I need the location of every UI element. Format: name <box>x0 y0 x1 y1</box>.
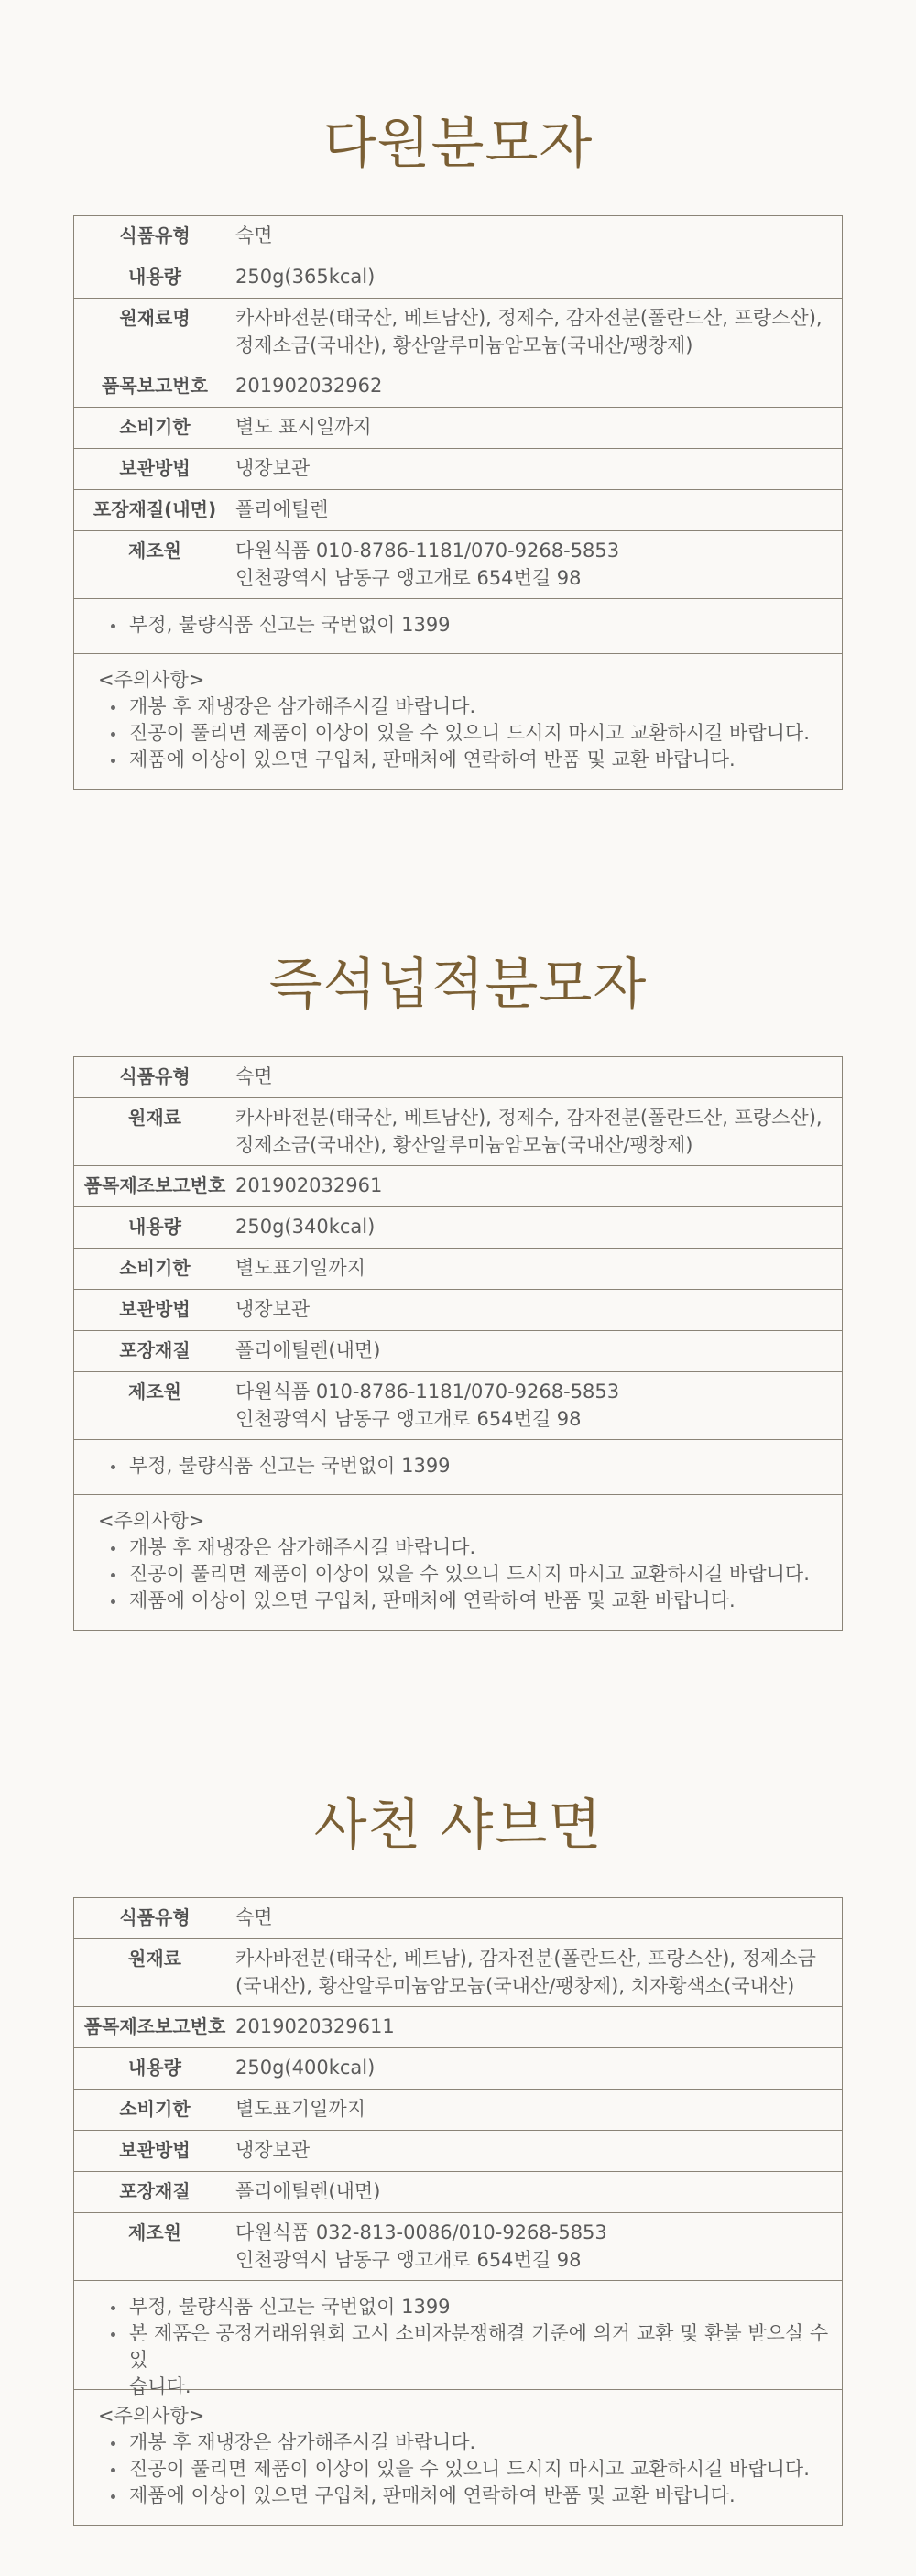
row-label: 제조원 <box>128 540 181 562</box>
caution-item: 제품에 이상이 있으면 구입처, 판매처에 연락하여 반품 및 교환 바랍니다. <box>94 747 842 773</box>
row-label: 식품유형 <box>119 1906 191 1929</box>
row-label: 식품유형 <box>119 1065 191 1088</box>
row-value <box>235 1939 816 2006</box>
row-value <box>235 1372 619 1439</box>
row-label: 품목보고번호 <box>102 375 208 398</box>
value-line: (국내산), 황산알루미늄암모늄(국내산/팽창제), 치자황색소(국내산) <box>235 1975 795 1998</box>
table-row <box>74 2172 842 2213</box>
table-row <box>74 2048 842 2090</box>
row-value: 폴리에틸렌 <box>235 498 329 521</box>
table-row <box>74 408 842 449</box>
table-row <box>74 2090 842 2131</box>
row-label: 원재료 <box>128 1948 181 1970</box>
product-section-sacheon-shabu-noodle <box>73 1757 843 2526</box>
row-value: 별도표기일까지 <box>235 1257 366 1280</box>
value-line: 다원식품 032-813-0086/010-9268-5853 <box>235 2221 607 2244</box>
notice-item: 부정, 불량식품 신고는 국번없이 1399 <box>94 1453 842 1479</box>
row-value: 별도표기일까지 <box>235 2098 366 2121</box>
caution-block <box>74 654 842 789</box>
row-label: 보관방법 <box>119 1298 191 1321</box>
caution-item: 진공이 풀리면 제품이 이상이 있을 수 있으니 드시지 마시고 교환하시길 바랍니다. <box>94 1561 842 1588</box>
notice-list <box>74 599 842 654</box>
table-row <box>74 1098 842 1166</box>
row-value: 250g(400kcal) <box>235 2057 376 2079</box>
row-value: 냉장보관 <box>235 457 311 480</box>
caution-item: 개봉 후 재냉장은 삼가해주시길 바랍니다. <box>94 2429 842 2456</box>
table-row <box>74 2007 842 2048</box>
caution-heading: <주의사항> <box>98 2405 205 2428</box>
row-label: 원재료명 <box>119 307 191 330</box>
value-line: 다원식품 010-8786-1181/070-9268-5853 <box>235 1381 620 1403</box>
value-line: 인천광역시 남동구 앵고개로 654번길 98 <box>235 567 582 590</box>
table-row <box>74 1372 842 1440</box>
row-label: 포장재질 <box>119 2180 191 2203</box>
row-label: 보관방법 <box>119 457 191 480</box>
notice-item: 부정, 불량식품 신고는 국번없이 1399 <box>94 2294 842 2320</box>
table-row <box>74 1207 842 1249</box>
table-row <box>74 2213 842 2281</box>
product-title: 사천 샤브면 <box>313 1794 603 1859</box>
product-section-jeukseok-neopjeok-bunmoja <box>73 916 843 1631</box>
row-label: 제조원 <box>128 1381 181 1403</box>
row-value: 냉장보관 <box>235 2139 311 2162</box>
notice-list <box>74 2281 842 2398</box>
notice-item: 부정, 불량식품 신고는 국번없이 1399 <box>94 612 842 639</box>
table-row <box>74 531 842 599</box>
caution-item: 개봉 후 재냉장은 삼가해주시길 바랍니다. <box>94 693 842 720</box>
product-section-dawon-bunmoja <box>73 75 843 790</box>
caution-block <box>74 1495 842 1630</box>
caution-item: 진공이 풀리면 제품이 이상이 있을 수 있으니 드시지 마시고 교환하시길 바랍니다. <box>94 2456 842 2483</box>
value-line: 정제소금(국내산), 황산알루미늄암모늄(국내산/팽창제) <box>235 1134 693 1157</box>
row-label: 품목제조보고번호 <box>83 2015 226 2038</box>
row-value: 폴리에틸렌(내면) <box>235 2180 381 2203</box>
caution-heading: <주의사항> <box>98 1510 205 1533</box>
table-row <box>74 257 842 299</box>
caution-heading: <주의사항> <box>98 669 205 692</box>
row-label: 식품유형 <box>119 224 191 247</box>
row-value <box>235 531 619 598</box>
row-value: 250g(365kcal) <box>235 266 376 289</box>
table-row <box>74 1331 842 1372</box>
table-row <box>74 1249 842 1290</box>
product-info-table <box>73 1897 843 2526</box>
row-value: 201902032962 <box>235 375 383 398</box>
row-value: 201902032961 <box>235 1174 383 1197</box>
caution-item: 제품에 이상이 있으면 구입처, 판매처에 연락하여 반품 및 교환 바랍니다. <box>94 1588 842 1614</box>
caution-block <box>74 2390 842 2525</box>
product-title: 즉석넙적분모자 <box>268 953 648 1018</box>
row-label: 포장재질(내면) <box>93 498 217 521</box>
caution-item: 진공이 풀리면 제품이 이상이 있을 수 있으니 드시지 마시고 교환하시길 바랍니다. <box>94 720 842 747</box>
row-value: 2019020329611 <box>235 2015 395 2038</box>
value-line: 다원식품 010-8786-1181/070-9268-5853 <box>235 540 620 562</box>
row-value <box>235 299 823 366</box>
table-row <box>74 299 842 366</box>
value-line: 정제소금(국내산), 황산알루미늄암모늄(국내산/팽창제) <box>235 334 693 357</box>
table-row <box>74 1290 842 1331</box>
caution-item: 개봉 후 재냉장은 삼가해주시길 바랍니다. <box>94 1534 842 1561</box>
row-label: 소비기한 <box>119 2098 191 2121</box>
table-row <box>74 2131 842 2172</box>
notice-list <box>74 1440 842 1495</box>
product-info-table <box>73 1056 843 1631</box>
row-value: 숙면 <box>235 224 273 247</box>
table-row <box>74 449 842 490</box>
notice-item: 본 제품은 공정거래위원회 고시 소비자분쟁해결 기준에 의거 교환 및 환불 받으실 수 있 <box>94 2320 842 2374</box>
row-value: 250g(340kcal) <box>235 1216 376 1239</box>
row-value: 숙면 <box>235 1906 273 1929</box>
row-label: 원재료 <box>128 1107 181 1130</box>
table-row <box>74 216 842 257</box>
value-line: 카사바전분(태국산, 베트남산), 정제수, 감자전분(폴란드산, 프랑스산), <box>235 307 823 330</box>
table-row <box>74 366 842 408</box>
notice-item-continuation: 습니다. <box>129 2375 191 2398</box>
value-line: 인천광역시 남동구 앵고개로 654번길 98 <box>235 2249 582 2272</box>
value-line: 카사바전분(태국산, 베트남), 감자전분(폴란드산, 프랑스산), 정제소금 <box>235 1948 816 1970</box>
row-value <box>235 2213 607 2280</box>
row-label: 내용량 <box>128 2057 181 2079</box>
row-label: 소비기한 <box>119 416 191 439</box>
product-title: 다원분모자 <box>322 112 594 177</box>
table-row <box>74 1898 842 1939</box>
row-value: 냉장보관 <box>235 1298 311 1321</box>
table-row <box>74 1166 842 1207</box>
row-label: 내용량 <box>128 1216 181 1239</box>
row-value: 폴리에틸렌(내면) <box>235 1339 381 1362</box>
row-value <box>235 1098 823 1165</box>
row-label: 내용량 <box>128 266 181 289</box>
table-row <box>74 490 842 531</box>
row-value: 별도 표시일까지 <box>235 416 372 439</box>
row-label: 포장재질 <box>119 1339 191 1362</box>
product-info-table <box>73 215 843 790</box>
value-line: 인천광역시 남동구 앵고개로 654번길 98 <box>235 1408 582 1431</box>
table-row <box>74 1939 842 2007</box>
row-value: 숙면 <box>235 1065 273 1088</box>
row-label: 품목제조보고번호 <box>83 1174 226 1197</box>
caution-item: 제품에 이상이 있으면 구입처, 판매처에 연락하여 반품 및 교환 바랍니다. <box>94 2483 842 2509</box>
row-label: 소비기한 <box>119 1257 191 1280</box>
value-line: 카사바전분(태국산, 베트남산), 정제수, 감자전분(폴란드산, 프랑스산), <box>235 1107 823 1130</box>
table-row <box>74 1057 842 1098</box>
row-label: 보관방법 <box>119 2139 191 2162</box>
row-label: 제조원 <box>128 2221 181 2244</box>
